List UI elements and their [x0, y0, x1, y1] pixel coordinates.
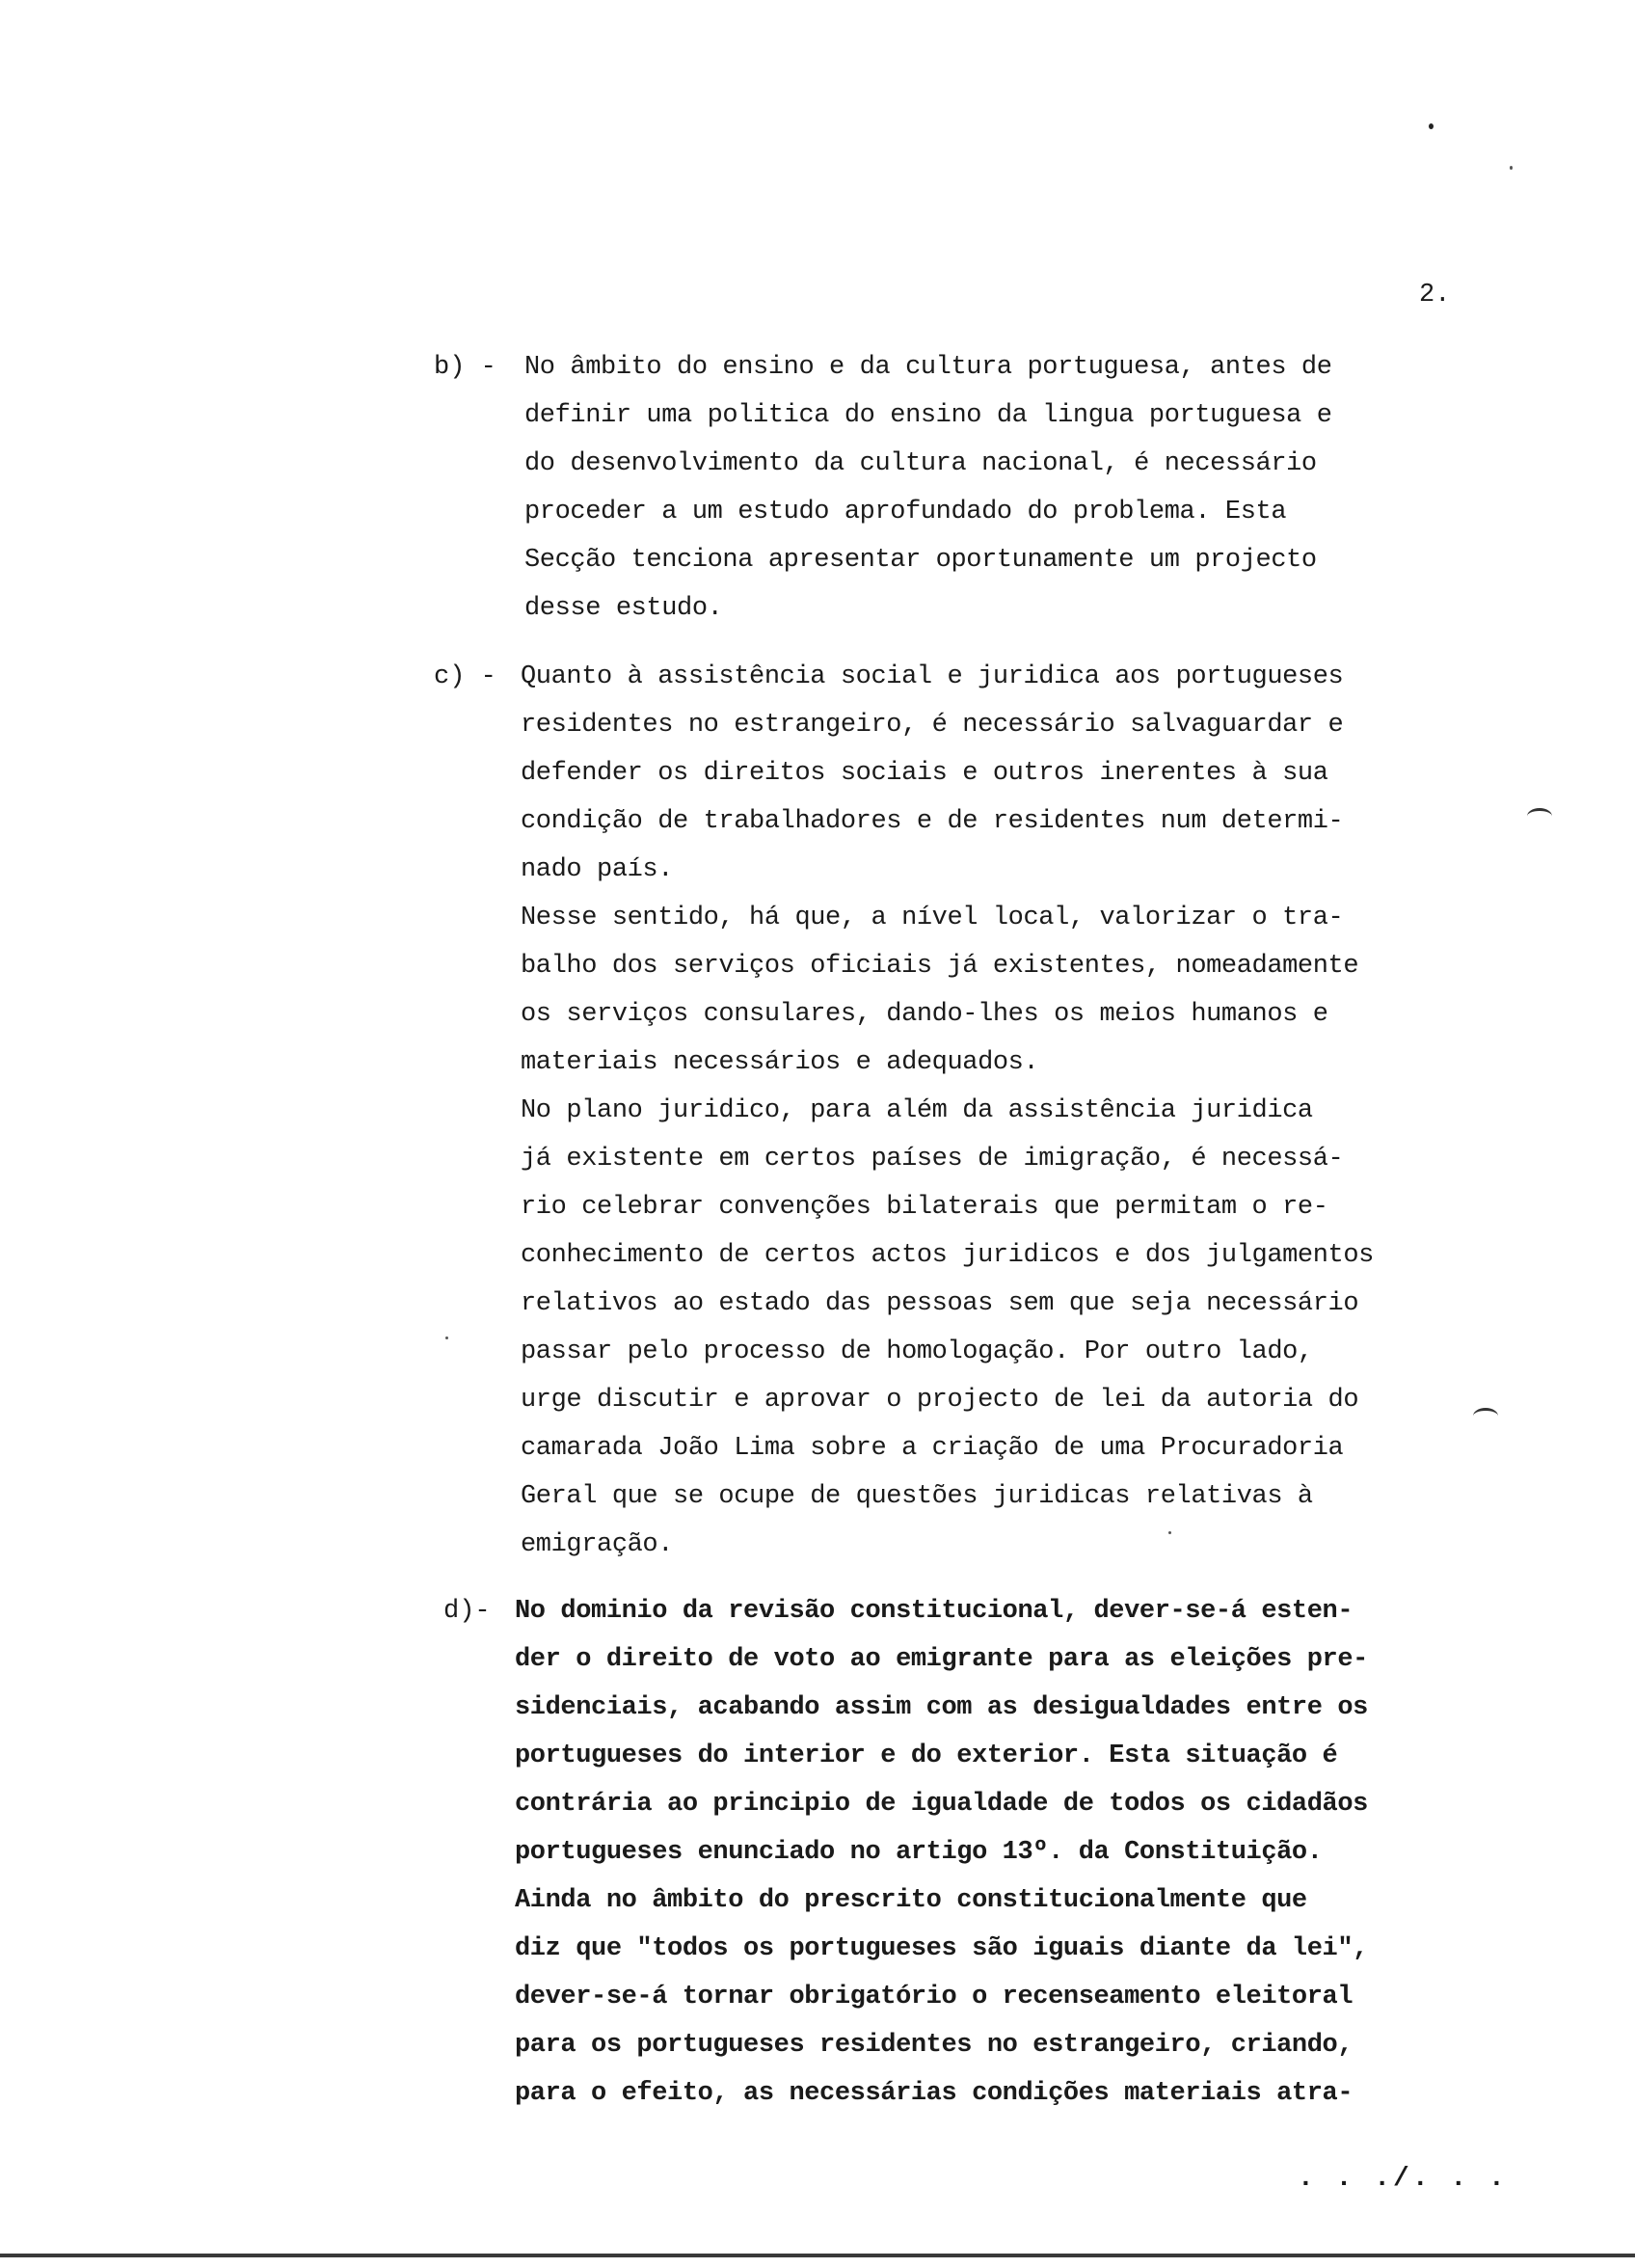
text-line: condição de trabalhadores e de residentes num determi-: [521, 807, 1344, 836]
text-line: Quanto à assistência social e juridica aos portugueses: [521, 662, 1344, 691]
text-line: residentes no estrangeiro, é necessário salvaguardar e: [521, 711, 1344, 740]
text-line: Secção tenciona apresentar oportunamente um projecto: [524, 546, 1317, 575]
item-marker: c) -: [434, 662, 496, 691]
text-line: No plano juridico, para além da assistência juridica: [521, 1096, 1313, 1125]
text-line: balho dos serviços oficiais já existentes, nomeadamente: [521, 952, 1359, 981]
text-line: contrária ao principio de igualdade de todos os cidadãos: [515, 1790, 1368, 1819]
text-line: definir uma politica do ensino da lingua portuguesa e: [524, 401, 1332, 430]
text-line: conhecimento de certos actos juridicos e dos julgamentos: [521, 1241, 1374, 1270]
text-line: portugueses do interior e do exterior. Esta situação é: [515, 1742, 1338, 1770]
text-line: passar pelo processo de homologação. Por outro lado,: [521, 1337, 1313, 1366]
text-line: Geral que se ocupe de questões juridicas relativas à: [521, 1482, 1313, 1511]
text-line: sidenciais, acabando assim com as desigualdades entre os: [515, 1693, 1368, 1722]
text-line: Nesse sentido, há que, a nível local, valorizar o tra-: [521, 904, 1344, 932]
item-marker: d)-: [443, 1597, 491, 1626]
item-text: [515, 1587, 1368, 2118]
scan-speck: [1510, 166, 1513, 170]
text-line: No âmbito do ensino e da cultura portuguesa, antes de: [524, 353, 1332, 382]
item-text: [521, 653, 1374, 1569]
text-line: der o direito de voto ao emigrante para as eleições pre-: [515, 1645, 1368, 1674]
text-line: os serviços consulares, dando-lhes os meios humanos e: [521, 1000, 1328, 1029]
text-line: camarada João Lima sobre a criação de uma Procuradoria: [521, 1434, 1344, 1463]
page-number: 2.: [1419, 281, 1451, 310]
text-line: desse estudo.: [524, 594, 723, 623]
margin-mark: [1473, 1408, 1498, 1424]
text-line: rio celebrar convenções bilaterais que permitam o re-: [521, 1193, 1328, 1222]
text-line: dever-se-á tornar obrigatório o recenseamento eleitoral: [515, 1983, 1354, 2012]
text-line: defender os direitos sociais e outros inerentes à sua: [521, 759, 1328, 788]
scan-speck: [1168, 1531, 1171, 1534]
text-line: nado país.: [521, 855, 674, 884]
text-line: emigração.: [521, 1530, 674, 1559]
scan-speck: [1429, 123, 1434, 129]
scan-speck: [445, 1336, 448, 1339]
text-line: Ainda no âmbito do prescrito constitucionalmente que: [515, 1886, 1307, 1915]
text-line: para os portugueses residentes no estrangeiro, criando,: [515, 2031, 1354, 2060]
text-line: urge discutir e aprovar o projecto de lei da autoria do: [521, 1386, 1359, 1415]
text-line: diz que "todos os portugueses são iguais diante da lei",: [515, 1934, 1368, 1963]
margin-mark: [1527, 808, 1552, 824]
text-line: proceder a um estudo aprofundado do problema. Esta: [524, 498, 1287, 526]
continuation-mark: . . ./. . .: [1298, 2164, 1508, 2194]
text-line: relativos ao estado das pessoas sem que seja necessário: [521, 1289, 1359, 1318]
bottom-rule: [0, 2254, 1635, 2257]
item-marker: b) -: [434, 353, 496, 382]
text-line: para o efeito, as necessárias condições materiais atra-: [515, 2079, 1354, 2108]
text-line: materiais necessários e adequados.: [521, 1048, 1039, 1077]
text-line: do desenvolvimento da cultura nacional, é necessário: [524, 449, 1317, 478]
text-line: já existente em certos países de imigração, é necessá-: [521, 1145, 1344, 1174]
item-text: [524, 343, 1332, 633]
text-line: No dominio da revisão constitucional, dever-se-á esten-: [515, 1597, 1354, 1626]
text-line: portugueses enunciado no artigo 13º. da Constituição.: [515, 1838, 1323, 1867]
